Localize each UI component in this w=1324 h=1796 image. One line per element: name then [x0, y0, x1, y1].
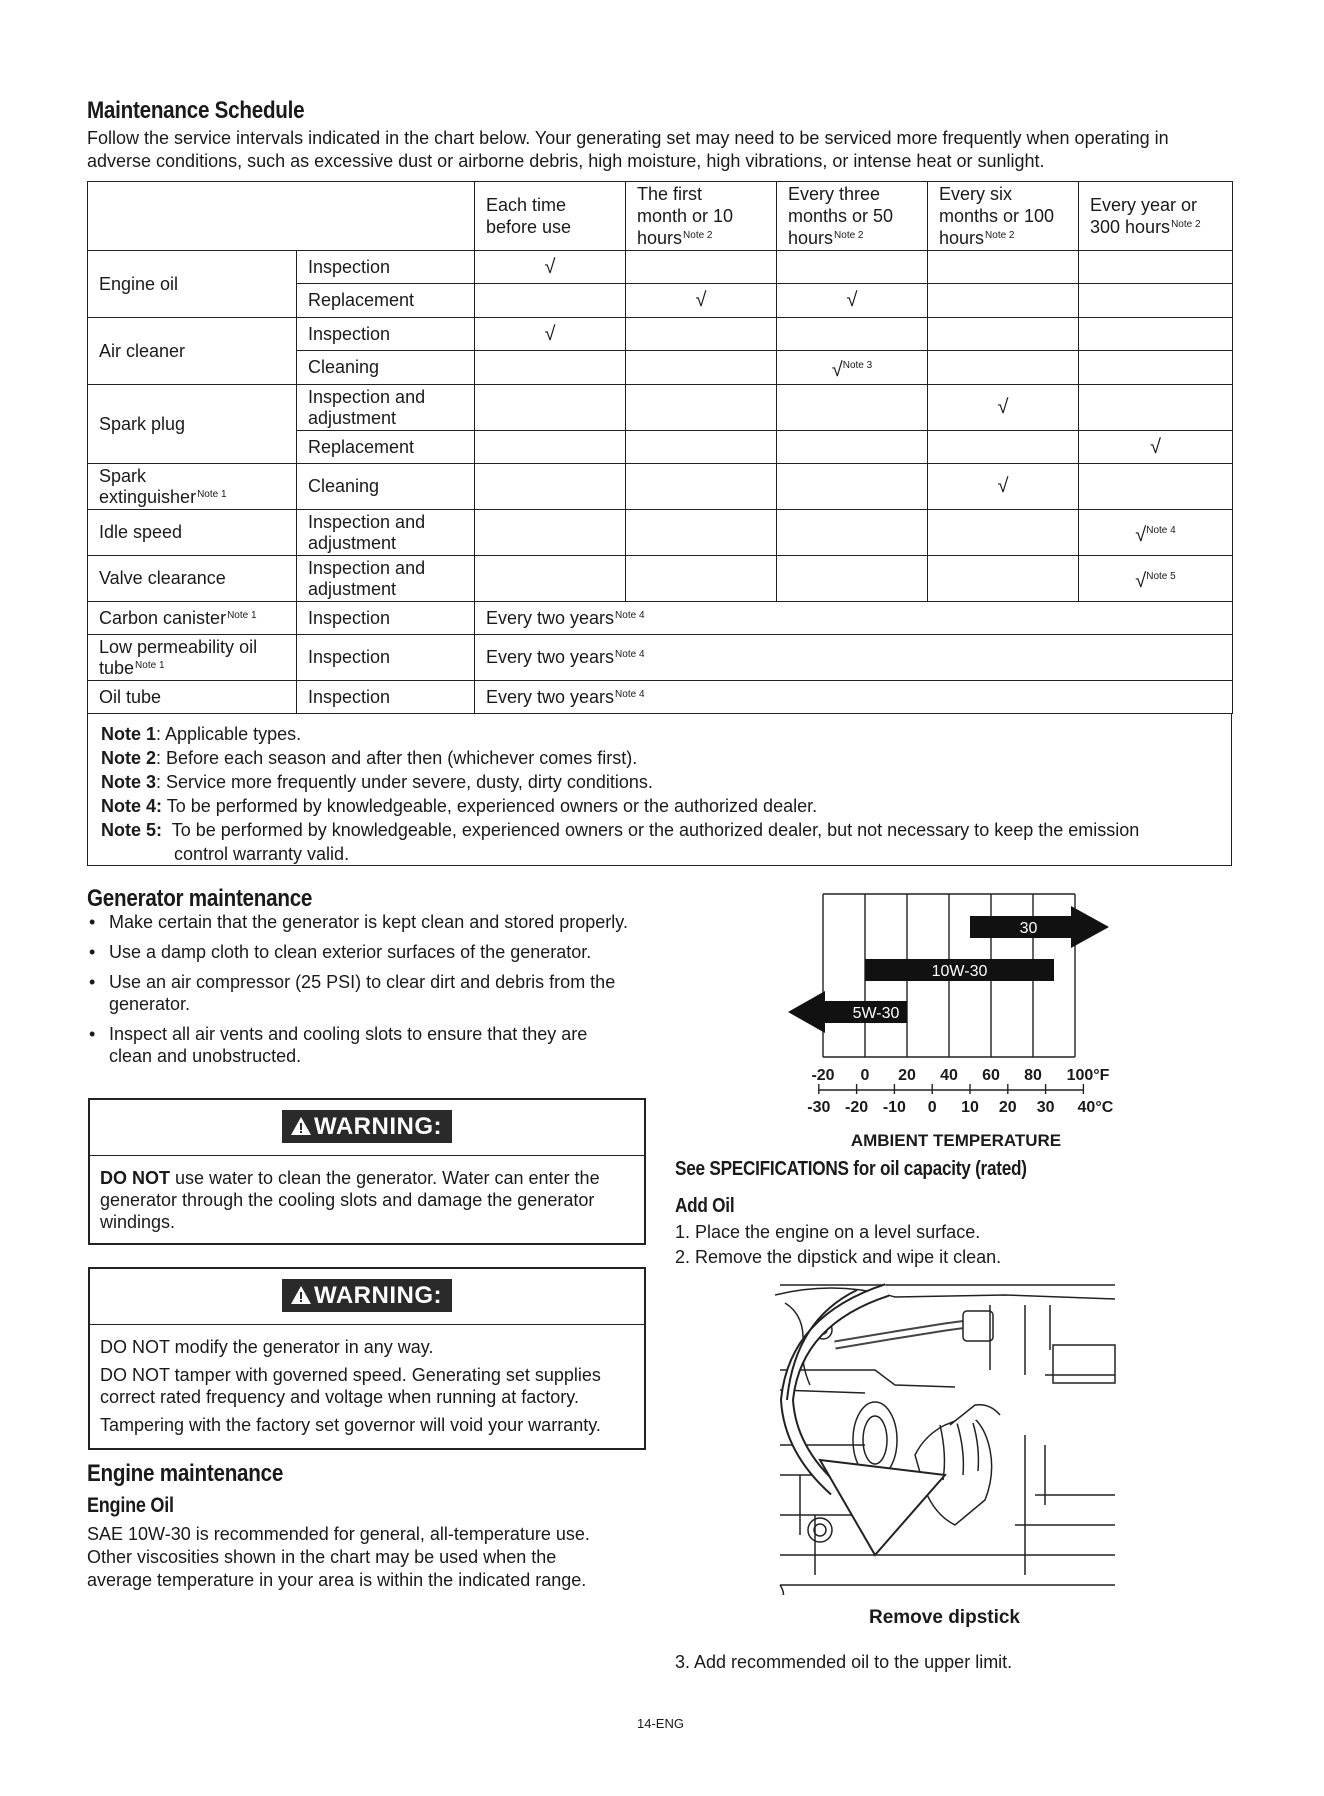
table-row — [88, 385, 1233, 431]
c-tick-label: -20 — [845, 1099, 869, 1116]
note-3: Note 3: Service more frequently under severe, dusty, dirty conditions. — [101, 772, 653, 792]
c-tick-label: 40°C — [1077, 1099, 1114, 1116]
engine-oil-text-3: average temperature in your area is within the indicated range. — [87, 1570, 587, 1590]
table-row — [88, 602, 1233, 635]
note-4: Note 4: To be performed by knowledgeable, experienced owners or the authorized dealer. — [101, 796, 818, 816]
check-mark: √ — [928, 464, 1079, 510]
engine-maintenance-title: Engine maintenance — [87, 1460, 284, 1487]
f-tick-label: -20 — [811, 1067, 835, 1084]
bar-label: 30 — [1019, 920, 1038, 937]
engine-oil-subtitle: Engine Oil — [87, 1494, 174, 1517]
header-each-time: Each time before use — [475, 182, 626, 251]
warning-paragraph: Tampering with the factory set governor will void your warranty. — [100, 1415, 601, 1435]
item-low-permeability-tube: Low permeability oil tube$^{Note 1}$ — [88, 635, 297, 681]
action-cell: Inspection and adjustment — [297, 510, 475, 556]
action-cell: Inspection and adjustment — [297, 556, 475, 602]
warning-box-water — [88, 1098, 646, 1245]
page-title: Maintenance Schedule — [87, 97, 305, 124]
check-mark-note4: √$^{Note 4}$ — [1079, 510, 1233, 556]
intro-line-1: Follow the service intervals indicated in the chart below. Your generating set may need to be serviced more frequently when operating in — [87, 128, 1169, 148]
table-row — [88, 510, 1233, 556]
action-cell: Inspection — [297, 602, 475, 635]
generator-maintenance-title: Generator maintenance — [87, 885, 313, 912]
action-cell: Cleaning — [297, 351, 475, 385]
action-cell: Replacement — [297, 284, 475, 318]
c-tick-label: -30 — [807, 1099, 831, 1116]
table-row — [88, 251, 1233, 284]
table-row — [88, 681, 1233, 714]
note-5-continued: control warranty valid. — [174, 844, 350, 864]
f-tick-label: 60 — [982, 1067, 1000, 1084]
action-cell: Replacement — [297, 431, 475, 464]
item-oil-tube: Oil tube — [88, 681, 297, 714]
table-row — [88, 318, 1233, 351]
figure-caption: Remove dipstick — [869, 1607, 1020, 1628]
check-mark: √ — [475, 251, 626, 284]
list-item: • Inspect all air vents and cooling slots to ensure that they are clean and unobstructed. — [87, 1023, 629, 1067]
warning-triangle-icon — [290, 1285, 312, 1305]
bar-label: 10W-30 — [931, 963, 988, 980]
item-idle-speed: Idle speed — [88, 510, 297, 556]
c-tick-label: 10 — [961, 1099, 979, 1116]
interval-cell: Every two years$^{Note 4}$ — [475, 681, 1233, 714]
intro-line-2: adverse conditions, such as excessive dust or airborne debris, high moisture, high vibrations, or intense heat or sunlight. — [87, 151, 1045, 171]
action-cell: Cleaning — [297, 464, 475, 510]
warning-text — [90, 1325, 644, 1436]
remove-dipstick-illustration — [775, 1275, 1120, 1595]
warning-triangle-icon — [290, 1116, 312, 1136]
chart-x-label: AMBIENT TEMPERATURE — [850, 1131, 1062, 1150]
table-header-row — [88, 182, 1233, 251]
engine-oil-text-2: Other viscosities shown in the chart may be used when the — [87, 1547, 557, 1567]
page-number: 14-ENG — [637, 1716, 684, 1731]
action-cell: Inspection — [297, 251, 475, 284]
header-first-month: The first month or 10 hours$^{Note 2}$ — [626, 182, 777, 251]
f-tick-label: 40 — [940, 1067, 958, 1084]
item-spark-extinguisher: Spark extinguisher$^{Note 1}$ — [88, 464, 297, 510]
check-mark: √ — [777, 284, 928, 318]
item-engine-oil: Engine oil — [88, 251, 297, 318]
c-tick-label: 0 — [927, 1099, 937, 1116]
interval-cell: Every two years$^{Note 4}$ — [475, 635, 1233, 681]
list-item: • Make certain that the generator is kept clean and stored properly. — [87, 911, 677, 933]
header-three-months: Every three months or 50 hours$^{Note 2}$ — [777, 182, 928, 251]
header-every-year: Every year or 300 hours$^{Note 2}$ — [1079, 182, 1233, 251]
f-tick-label: 100°F — [1066, 1067, 1110, 1084]
check-mark-note5: √$^{Note 5}$ — [1079, 556, 1233, 602]
item-valve-clearance: Valve clearance — [88, 556, 297, 602]
viscosity-bar-10w-30 — [865, 959, 1054, 981]
add-oil-heading: Add Oil — [675, 1195, 735, 1217]
list-item: • Use an air compressor (25 PSI) to clear dirt and debris from the generator. — [87, 971, 669, 1015]
list-item: • Use a damp cloth to clean exterior surfaces of the generator. — [87, 941, 677, 963]
f-tick-label: 0 — [860, 1067, 870, 1084]
note-1: Note 1: Applicable types. — [101, 724, 302, 744]
table-row — [88, 556, 1233, 602]
warning-box-tamper — [88, 1267, 646, 1450]
table-row — [88, 635, 1233, 681]
action-cell: Inspection — [297, 318, 475, 351]
action-cell: Inspection — [297, 681, 475, 714]
warning-paragraph: DO NOT modify the generator in any way. — [100, 1337, 434, 1357]
note-2: Note 2: Before each season and after then (whichever comes first). — [101, 748, 638, 768]
check-mark: √ — [928, 385, 1079, 431]
item-carbon-canister: Carbon canister$^{Note 1}$ — [88, 602, 297, 635]
note-5: Note 5: To be performed by knowledgeable, experienced owners or the authorized dealer, but not necessary to keep the emission — [101, 820, 1140, 840]
c-tick-label: -10 — [882, 1099, 906, 1116]
step-1: 1. Place the engine on a level surface. — [675, 1222, 981, 1242]
oil-viscosity-chart — [760, 880, 1160, 1155]
notes-box — [87, 714, 1232, 866]
check-mark: √ — [626, 284, 777, 318]
f-tick-label: 20 — [898, 1067, 916, 1084]
warning-text: DO NOT use water to clean the generator. Water can enter the generator through the cooling slots and damage the generator windings. — [100, 1168, 600, 1232]
c-tick-label: 30 — [1036, 1099, 1055, 1116]
warning-label: WARNING: — [282, 1279, 452, 1312]
item-air-cleaner: Air cleaner — [88, 318, 297, 385]
warning-label: WARNING: — [282, 1110, 452, 1143]
interval-cell: Every two years$^{Note 4}$ — [475, 602, 1233, 635]
f-tick-label: 80 — [1024, 1067, 1042, 1084]
viscosity-bar-5w-30 — [788, 991, 907, 1033]
generator-bullet-list — [87, 911, 677, 1075]
item-spark-plug: Spark plug — [88, 385, 297, 464]
table-row — [88, 464, 1233, 510]
maintenance-schedule-table — [87, 181, 1233, 714]
header-six-months: Every six months or 100 hours$^{Note 2}$ — [928, 182, 1079, 251]
bar-label: 5W-30 — [852, 1005, 900, 1022]
action-cell: Inspection — [297, 635, 475, 681]
warning-paragraph: DO NOT tamper with governed speed. Generating set supplies correct rated frequency and voltage when running at factory. — [100, 1365, 601, 1407]
step-3: 3. Add recommended oil to the upper limit. — [675, 1652, 1013, 1672]
action-cell: Inspection and adjustment — [297, 385, 475, 431]
header-empty-cell — [88, 182, 475, 251]
engine-oil-text-1: SAE 10W-30 is recommended for general, all-temperature use. — [87, 1524, 590, 1544]
c-tick-label: 20 — [998, 1099, 1017, 1116]
step-2: 2. Remove the dipstick and wipe it clean. — [675, 1247, 1002, 1267]
check-mark-note3: √$^{Note 3}$ — [777, 351, 928, 385]
check-mark: √ — [475, 318, 626, 351]
check-mark: √ — [1079, 431, 1233, 464]
specifications-note: See SPECIFICATIONS for oil capacity (rated) — [675, 1158, 1027, 1180]
